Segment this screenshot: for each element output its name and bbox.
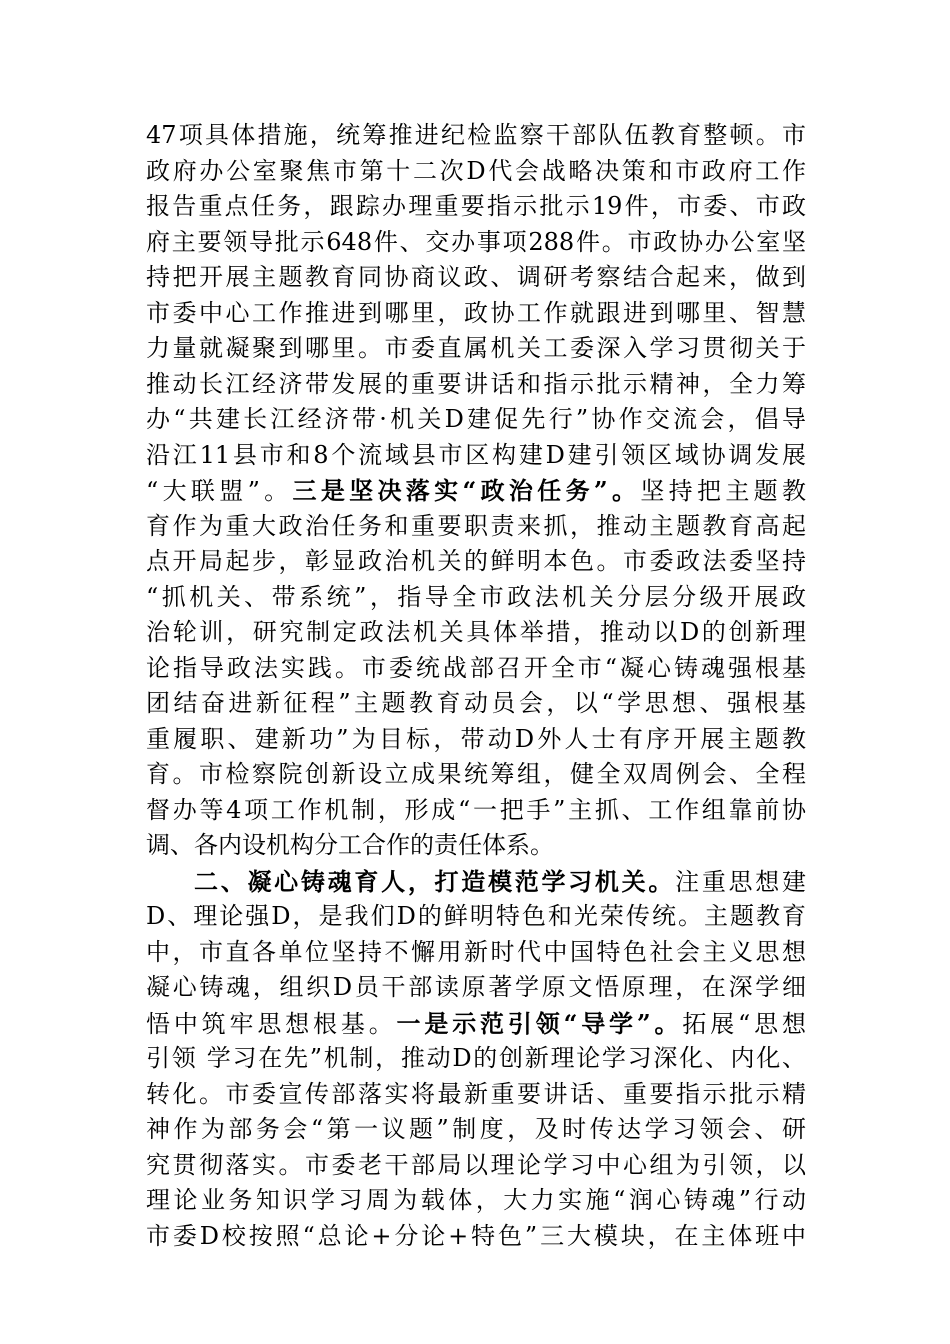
text-line: [146, 1219, 806, 1255]
text-span: 悟中筑牢思想根基。: [146, 1009, 397, 1038]
bold-text-span: 三是坚决落实“政治任务”。: [292, 476, 641, 505]
text-line: [146, 722, 806, 758]
text-line: [146, 331, 806, 367]
text-span: 47项具体措施，统筹推进纪检监察干部队伍教育整顿。市: [146, 121, 806, 149]
text-span: 注重思想建: [675, 867, 807, 896]
text-span: 团结奋进新征程”主题教育动员会，以“学思想、强根基: [146, 689, 806, 717]
text-span: 拓展“思想: [682, 1009, 806, 1038]
text-line: [146, 793, 806, 829]
text-span: 报告重点任务，跟踪办理重要指示批示19件，市委、市政: [146, 192, 806, 220]
text-line: [146, 154, 806, 190]
text-span: D、理论强D，是我们D的鲜明特色和光荣传统。主题教育: [146, 902, 806, 930]
paragraph-heading-line: [146, 864, 806, 900]
text-span: “大联盟”。: [146, 477, 293, 505]
text-line: [146, 935, 806, 971]
text-line: [146, 757, 806, 793]
bold-text-span: 一是示范引领“导学”。: [396, 1008, 683, 1038]
text-span: 育。市检察院创新设立成果统筹组，健全双周例会、全程: [146, 760, 806, 788]
text-span: 中，市直各单位坚持不懈用新时代中国特色社会主义思想: [146, 937, 806, 966]
text-line: [146, 1041, 806, 1077]
text-span: “抓机关、带系统”，指导全市政法机关分层分级开展政: [146, 582, 806, 611]
text-span: 力量就凝聚到哪里。市委直属机关工委深入学习贯彻关于: [146, 334, 806, 362]
text-line: [146, 438, 806, 474]
text-line: [146, 828, 806, 864]
text-span: 育作为重大政治任务和重要职责来抓，推动主题教育高起: [146, 511, 806, 540]
text-span: 引领 学习在先”机制，推动D的创新理论学习深化、内化、: [146, 1044, 806, 1072]
text-line: [146, 1183, 806, 1219]
text-line: [146, 651, 806, 687]
text-line: [146, 580, 806, 616]
text-span: 府主要领导批示648件、交办事项288件。市政协办公室坚: [146, 227, 806, 256]
body-text: [146, 118, 806, 1254]
text-span: 市委中心工作推进到哪里，政协工作就跟进到哪里、智慧: [146, 298, 806, 327]
text-span: 治轮训，研究制定政法机关具体举措，推动以D的创新理: [146, 618, 806, 646]
text-line: [146, 615, 806, 651]
text-span: 转化。市委宣传部落实将最新重要讲话、重要指示批示精: [146, 1079, 806, 1108]
text-span: 点开局起步，彰显政治机关的鲜明本色。市委政法委坚持: [146, 547, 806, 575]
text-line: [146, 899, 806, 935]
bold-text-span: 二、凝心铸魂育人，打造模范学习机关。: [194, 866, 676, 896]
text-span: 坚持把主题教: [640, 477, 806, 505]
text-span: 督办等4项工作机制，形成“一把手”主抓、工作组靠前协: [146, 795, 806, 824]
text-span: 论指导政法实践。市委统战部召开全市“凝心铸魂强根基: [146, 653, 806, 682]
text-line: [146, 1077, 806, 1113]
text-line: [146, 260, 806, 296]
text-line: [146, 402, 806, 438]
text-span: 推动长江经济带发展的重要讲话和指示批示精神，全力筹: [146, 369, 806, 398]
text-line: [146, 225, 806, 261]
text-span: 办“共建长江经济带·机关D建促先行”协作交流会，倡导: [146, 405, 806, 433]
text-span: 调、各内设机构分工合作的责任体系。: [146, 831, 554, 859]
text-line: [146, 473, 806, 509]
text-span: 持把开展主题教育同协商议政、调研考察结合起来，做到: [146, 263, 806, 291]
text-line: [146, 970, 806, 1006]
text-line: [146, 1006, 806, 1042]
text-span: 神作为部务会“第一议题”制度，及时传达学习领会、研: [146, 1115, 806, 1143]
text-line: [146, 367, 806, 403]
text-span: 市委D校按照“总论+分论+特色”三大模块，在主体班中: [146, 1221, 806, 1250]
text-span: 凝心铸魂，组织D员干部读原著学原文悟原理，在深学细: [146, 973, 806, 1001]
text-line: [146, 1112, 806, 1148]
text-span: 究贯彻落实。市委老干部局以理论学习中心组为引领，以: [146, 1150, 806, 1179]
text-span: 理论业务知识学习周为载体，大力实施“润心铸魂”行动: [146, 1186, 806, 1214]
text-span: 沿江11县市和8个流域县市区构建D建引领区域协调发展: [146, 440, 806, 469]
text-line: [146, 189, 806, 225]
text-span: 政府办公室聚焦市第十二次D代会战略决策和市政府工作: [146, 156, 806, 185]
text-line: [146, 118, 806, 154]
text-line: [146, 686, 806, 722]
text-line: [146, 296, 806, 332]
text-line: [146, 544, 806, 580]
text-line: [146, 509, 806, 545]
text-span: 重履职、建新功”为目标，带动D外人士有序开展主题教: [146, 724, 806, 753]
text-line: [146, 1148, 806, 1184]
